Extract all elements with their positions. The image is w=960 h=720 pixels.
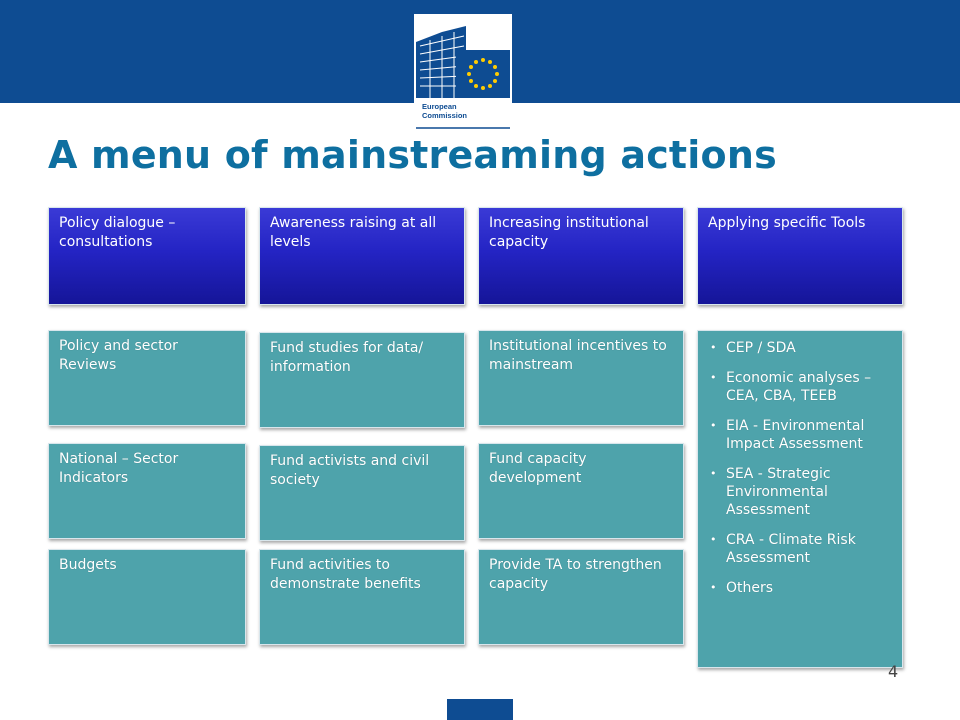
column-1-item-2: National – Sector Indicators bbox=[48, 443, 246, 539]
tools-box bbox=[697, 330, 903, 668]
column-2-item-1: Fund studies for data/ information bbox=[259, 332, 465, 428]
logo-line-1: European bbox=[422, 102, 457, 111]
column-1-heading: Policy dialogue – consultations bbox=[48, 207, 246, 305]
tools-list bbox=[708, 339, 892, 597]
column-1-item-1: Policy and sector Reviews bbox=[48, 330, 246, 426]
column-3-item-1: Institutional incentives to mainstream bbox=[478, 330, 684, 426]
logo-text bbox=[422, 102, 467, 120]
european-commission-logo bbox=[414, 14, 512, 132]
column-2-heading: Awareness raising at all levels bbox=[259, 207, 465, 305]
column-3-item-3: Provide TA to strengthen capacity bbox=[478, 549, 684, 645]
column-4-heading: Applying specific Tools bbox=[697, 207, 903, 305]
tools-list-item: • EIA - Environmental Impact Assessment bbox=[708, 417, 892, 453]
page-number: 4 bbox=[888, 662, 899, 681]
tools-list-item: • CEP / SDA bbox=[708, 339, 892, 357]
tools-list-item: • Economic analyses – CEA, CBA, TEEB bbox=[708, 369, 892, 405]
column-2-item-2: Fund activists and civil society bbox=[259, 445, 465, 541]
tools-list-item: • SEA - Strategic Environmental Assessment bbox=[708, 465, 892, 519]
tools-list-item: • CRA - Climate Risk Assessment bbox=[708, 531, 892, 567]
slide-title: A menu of mainstreaming actions bbox=[48, 133, 777, 177]
column-3-item-2: Fund capacity development bbox=[478, 443, 684, 539]
column-2-item-3: Fund activities to demonstrate benefits bbox=[259, 549, 465, 645]
column-1-item-3: Budgets bbox=[48, 549, 246, 645]
tools-list-item: • Others bbox=[708, 579, 892, 597]
bottom-flag-bar bbox=[447, 699, 513, 720]
logo-line-2: Commission bbox=[422, 111, 468, 120]
column-3-heading: Increasing institutional capacity bbox=[478, 207, 684, 305]
